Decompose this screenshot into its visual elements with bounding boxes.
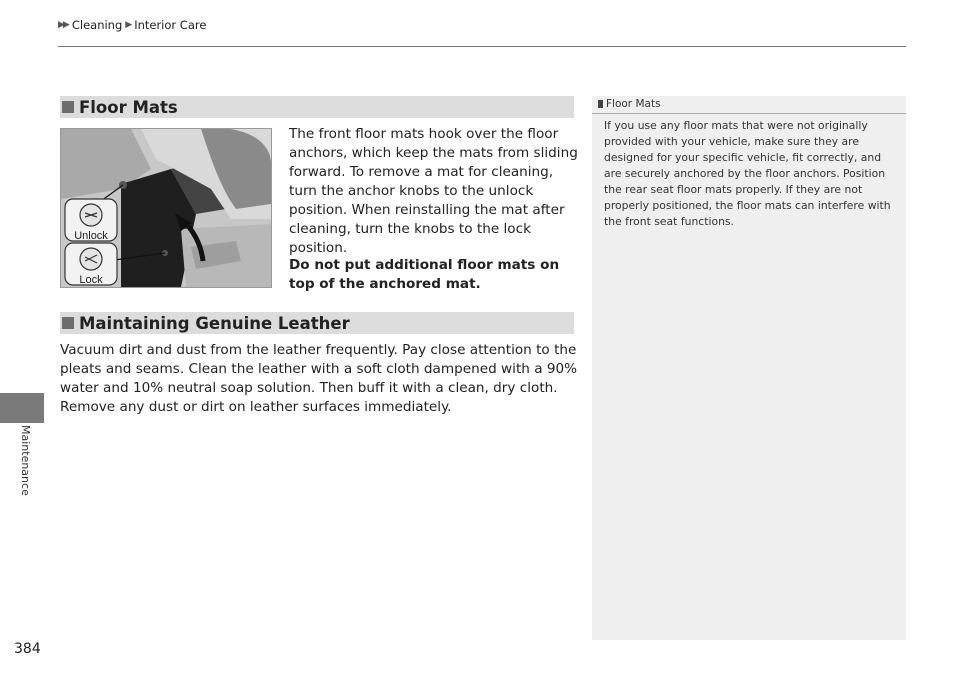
unlock-label: Unlock [74, 230, 108, 242]
breadcrumb-interior-care[interactable]: Interior Care [134, 18, 207, 32]
section-heading-text: Floor Mats [79, 97, 178, 117]
breadcrumb-arrow-icon: ▶▶ [58, 20, 68, 30]
section-square-icon [62, 101, 74, 113]
breadcrumb [58, 18, 206, 32]
section-heading-floor-mats [60, 96, 574, 118]
header-divider [58, 46, 906, 47]
leather-body-text: Vacuum dirt and dust from the leather frequently. Pay close attention to the pleats and seams. Clean the leather with a soft cloth dampened with a 90% water and 10% neutral soap solution. Then buff it with a clean, dry cloth. Remove any dust or dirt on leather surfaces immediately. [60, 342, 578, 415]
floor-mats-body-text: The front floor mats hook over the floor anchors, which keep the mats from sliding forward. To remove a mat for cleaning, turn the anchor knobs to the unlock position. When reinstalling the mat after cleaning, turn the knobs to the lock position. [289, 126, 578, 256]
breadcrumb-arrow-icon: ▶ [125, 20, 131, 30]
chapter-tab-marker [0, 393, 44, 423]
reference-icon [598, 100, 603, 108]
floor-mat-anchor-photo [60, 128, 272, 288]
chapter-tab-label: Maintenance [19, 425, 32, 496]
section-heading-text: Maintaining Genuine Leather [79, 313, 350, 333]
section-square-icon [62, 317, 74, 329]
floor-mats-warning-text: Do not put additional floor mats on top of the anchored mat. [289, 257, 560, 292]
notes-title-text: Floor Mats [606, 98, 661, 110]
notes-title [592, 96, 906, 114]
notes-body-text: If you use any floor mats that were not originally provided with your vehicle, make sure they are designed for your specific vehicle, fit correctly, and are securely anchored by the floor anchors. Position the rear seat floor mats properly. If they are not properly positioned, the floor mats can interfere with the front seat functions. [604, 119, 891, 228]
page-number: 384 [14, 641, 41, 657]
section-heading-leather [60, 312, 574, 334]
notes-sidebar [592, 96, 906, 640]
lock-label: Lock [79, 274, 103, 286]
breadcrumb-cleaning[interactable]: Cleaning [71, 18, 123, 32]
